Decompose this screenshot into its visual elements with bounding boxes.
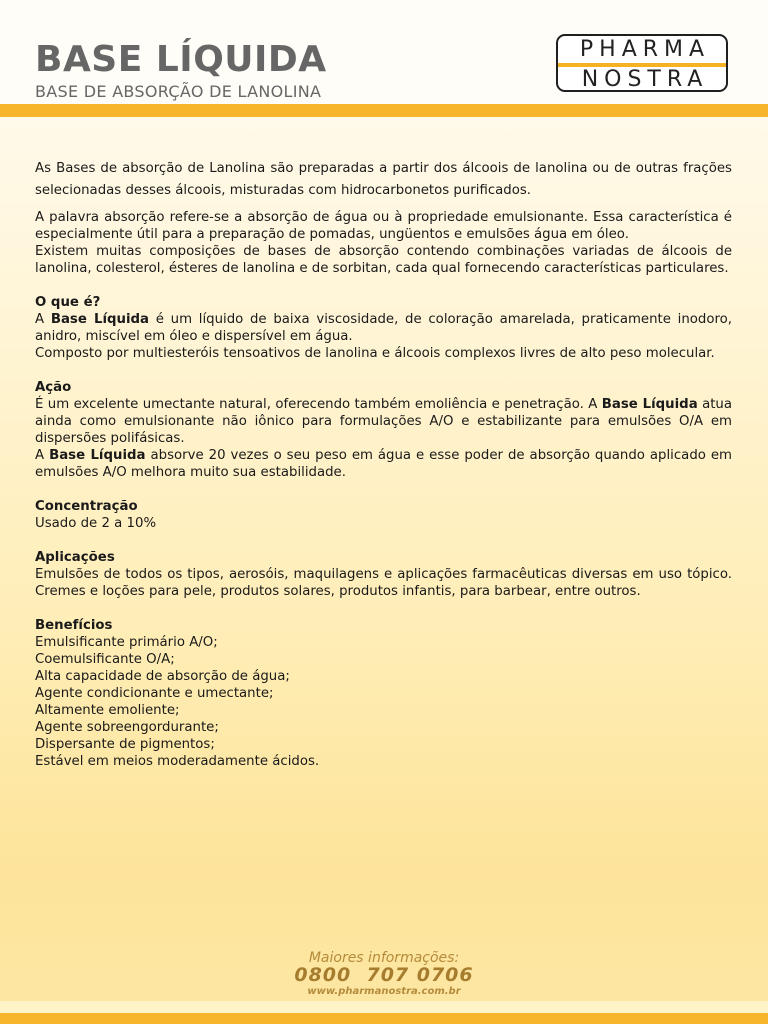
- product-name-bold: Base Líquida: [601, 397, 698, 412]
- logo-text-bottom: NOSTRA: [581, 67, 709, 92]
- pharma-nostra-logo: [556, 34, 728, 92]
- beneficios-list: [35, 634, 732, 770]
- section-acao: [35, 379, 732, 447]
- acao-text-pre: É um excelente umectante natural, oferecendo também emoliência e penetração. A: [35, 397, 602, 412]
- section-heading-concentracao: Concentração: [35, 499, 138, 514]
- list-item: Coemulsificante O/A;: [35, 652, 175, 667]
- list-item: Altamente emoliente;: [35, 703, 180, 718]
- footer-light-band: [0, 1001, 768, 1013]
- header-accent-bar: [0, 104, 768, 117]
- list-item: Alta capacidade de absorção de água;: [35, 669, 290, 684]
- section-heading-aplicacoes: Aplicações: [35, 550, 115, 565]
- oque-paragraph-2: Composto por multiesteróis tensoativos de lanolina e álcoois complexos livres de alto peso molecular.: [35, 346, 715, 361]
- section-heading-oque: O que é?: [35, 295, 101, 310]
- oque-text-post: é um líquido de baixa viscosidade, de coloração amarelada, praticamente inodoro, anidro, miscível em óleo e dispersível em água.: [35, 312, 733, 344]
- section-beneficios: [35, 617, 732, 770]
- logo-text-top: PHARMA: [579, 37, 711, 62]
- acao-paragraph-2: [35, 447, 732, 481]
- footer-phone-number: 0800 707 0706: [294, 964, 474, 986]
- section-aplicacoes: [35, 549, 732, 600]
- list-item: Agente condicionante e umectante;: [35, 686, 274, 701]
- footer-accent-bar: [0, 1013, 768, 1024]
- acao-text-post: atua ainda como emulsionante não iônico para formulações A/O e estabilizante para emulsões O/A em dispersões polifásicas.: [35, 397, 733, 446]
- acao-p2-post: absorve 20 vezes o seu peso em água e esse poder de absorção quando aplicado em emulsões A/O melhora muito sua estabilidade.: [35, 448, 732, 480]
- oque-text-pre: A: [35, 312, 51, 327]
- intro-paragraph-1: As Bases de absorção de Lanolina são preparadas a partir dos álcoois de lanolina ou de outras frações selecionadas desses álcoois, misturadas com hidrocarbonetos purificados.: [35, 161, 732, 198]
- section-concentracao: [35, 498, 732, 532]
- product-name-bold: Base Líquida: [49, 448, 146, 463]
- concentracao-text: Usado de 2 a 10%: [35, 516, 157, 531]
- acao-p2-pre: A: [35, 448, 50, 463]
- intro-paragraph-3: Existem muitas composições de bases de absorção contendo combinações variadas de álcoois de lanolina, colesterol, ésteres de lanolina e de sorbitan, cada qual fornecendo características particulares.: [35, 244, 732, 276]
- page-subtitle: BASE DE ABSORÇÃO DE LANOLINA: [35, 82, 322, 101]
- footer-info-label: Maiores informações:: [308, 950, 460, 966]
- product-name-bold: Base Líquida: [50, 312, 150, 327]
- section-heading-beneficios: Benefícios: [35, 618, 113, 633]
- section-heading-acao: Ação: [35, 380, 72, 395]
- intro-paragraph-2: A palavra absorção refere-se a absorção de água ou à propriedade emulsionante. Essa característica é especialmente útil para a preparação de pomadas, ungüentos e emulsões água em óleo.: [35, 210, 732, 242]
- section-oque: [35, 294, 732, 345]
- footer-website-link[interactable]: www.pharmanostra.com.br: [307, 986, 461, 997]
- page-title: BASE LÍQUIDA: [35, 39, 327, 80]
- list-item: Emulsificante primário A/O;: [35, 635, 218, 650]
- list-item: Estável em meios moderadamente ácidos.: [35, 754, 320, 769]
- document-body: [35, 158, 732, 770]
- list-item: Agente sobreengordurante;: [35, 720, 219, 735]
- aplicacoes-text: Emulsões de todos os tipos, aerosóis, maquilagens e aplicações farmacêuticas diversas em uso tópico. Cremes e loções para pele, produtos solares, produtos infantis, para barbear, entre outros.: [35, 567, 732, 599]
- list-item: Dispersante de pigmentos;: [35, 737, 215, 752]
- page-header: [0, 0, 768, 104]
